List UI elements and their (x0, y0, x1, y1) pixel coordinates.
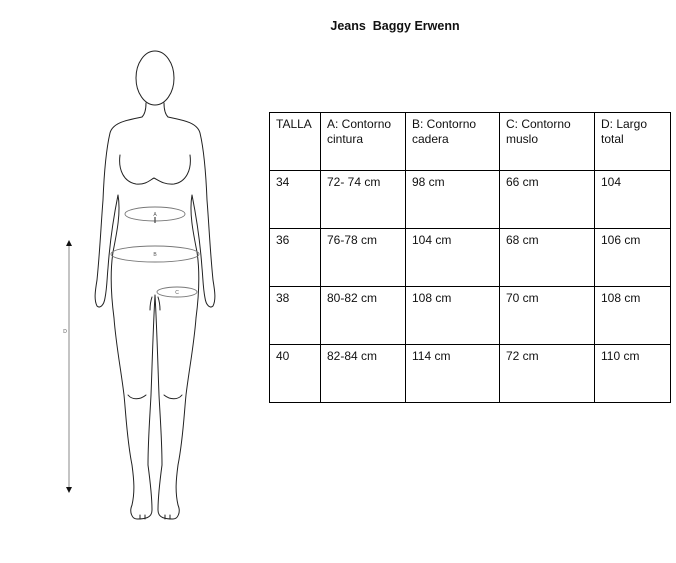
label-b: B (153, 252, 157, 258)
table-cell: 70 cm (500, 287, 595, 345)
bust-lines (120, 155, 191, 184)
toe-lines (140, 515, 170, 519)
table-cell: 108 cm (406, 287, 500, 345)
length-arrow-top (66, 240, 72, 246)
table-row (270, 171, 671, 229)
size-table (269, 112, 671, 403)
label-d: D (63, 329, 67, 335)
label-c: C (175, 290, 179, 296)
table-cell: 72- 74 cm (321, 171, 406, 229)
table-cell: 76-78 cm (321, 229, 406, 287)
header-cell: D: Largo total (595, 113, 671, 171)
table-cell: 98 cm (406, 171, 500, 229)
table-cell: 68 cm (500, 229, 595, 287)
table-cell: 114 cm (406, 345, 500, 403)
table-cell: 104 (595, 171, 671, 229)
table-cell: 104 cm (406, 229, 500, 287)
table-cell: 82-84 cm (321, 345, 406, 403)
head-outline (136, 51, 174, 105)
table-row (270, 345, 671, 403)
page-title: Jeans Baggy Erwenn (330, 19, 460, 33)
table-cell: 36 (270, 229, 321, 287)
header-cell: TALLA (270, 113, 321, 171)
header-cell: A: Contorno cintura (321, 113, 406, 171)
table-cell: 106 cm (595, 229, 671, 287)
table-cell: 34 (270, 171, 321, 229)
length-arrow-bottom (66, 487, 72, 493)
header-cell: C: Contorno muslo (500, 113, 595, 171)
label-a: A (153, 212, 157, 218)
table-row (270, 229, 671, 287)
table-cell: 80-82 cm (321, 287, 406, 345)
knee-lines (128, 395, 182, 399)
table-row (270, 287, 671, 345)
header-cell: B: Contorno cadera (406, 113, 500, 171)
table-cell: 72 cm (500, 345, 595, 403)
body-outline (95, 117, 215, 519)
body-measurement-diagram-icon (55, 45, 235, 530)
table-header-row (270, 113, 671, 171)
table-cell: 110 cm (595, 345, 671, 403)
table-cell: 38 (270, 287, 321, 345)
table-cell: 40 (270, 345, 321, 403)
table-cell: 108 cm (595, 287, 671, 345)
table-cell: 66 cm (500, 171, 595, 229)
